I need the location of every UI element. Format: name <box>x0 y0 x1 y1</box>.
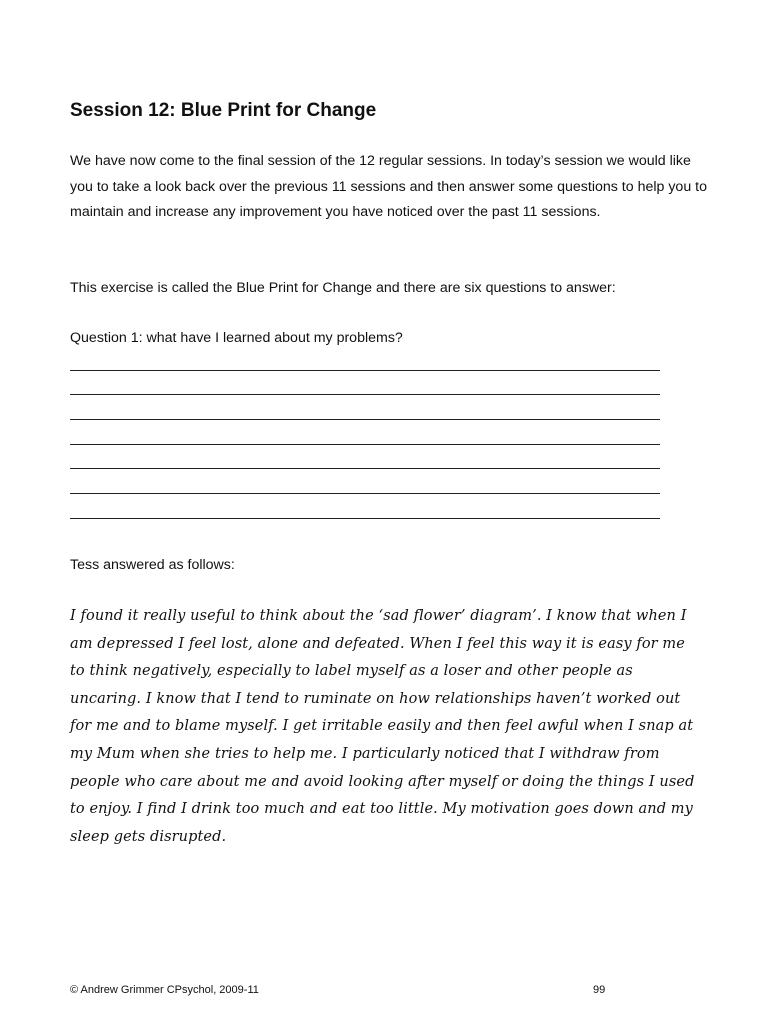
answer-lines <box>70 346 660 519</box>
tess-intro: Tess answered as follows: <box>70 557 235 573</box>
answer-line <box>70 395 660 420</box>
intro-paragraph: We have now come to the final session of the 12 regular sessions. In today’s session we would like you to take a look back over the previous 11 sessions and then answer some questions to help you to maintain and increase any improvement you have noticed over the past 11 sessions. <box>70 153 707 220</box>
exercise-description: This exercise is called the Blue Print for Change and there are six questions to answer: <box>70 280 616 296</box>
question-1: Question 1: what have I learned about my problems? <box>70 330 403 346</box>
answer-line <box>70 494 660 519</box>
answer-line <box>70 469 660 494</box>
answer-line <box>70 445 660 470</box>
tess-answer: I found it really useful to think about the ‘sad flower’ diagram’. I know that when I am depressed I feel lost, alone and defeated. When I feel this way it is easy for me to think negatively, especially to label myself as a loser and other people as uncaring. I know that I tend to ruminate on how relationships haven’t worked out for me and to blame myself. I get irritable easily and then feel awful when I snap at my Mum when she tries to help me. I particularly noticed that I withdraw from people who care about me and avoid looking after myself or doing the things I used to enjoy. I find I drink too much and eat too little. My motivation goes down and my sleep gets disrupted. <box>70 608 695 845</box>
answer-line <box>70 346 660 371</box>
answer-line <box>70 420 660 445</box>
page-title: Session 12: Blue Print for Change <box>70 100 377 121</box>
footer-copyright: © Andrew Grimmer CPsychol, 2009-11 <box>70 984 259 996</box>
page-number: 99 <box>593 984 606 996</box>
answer-line <box>70 371 660 396</box>
